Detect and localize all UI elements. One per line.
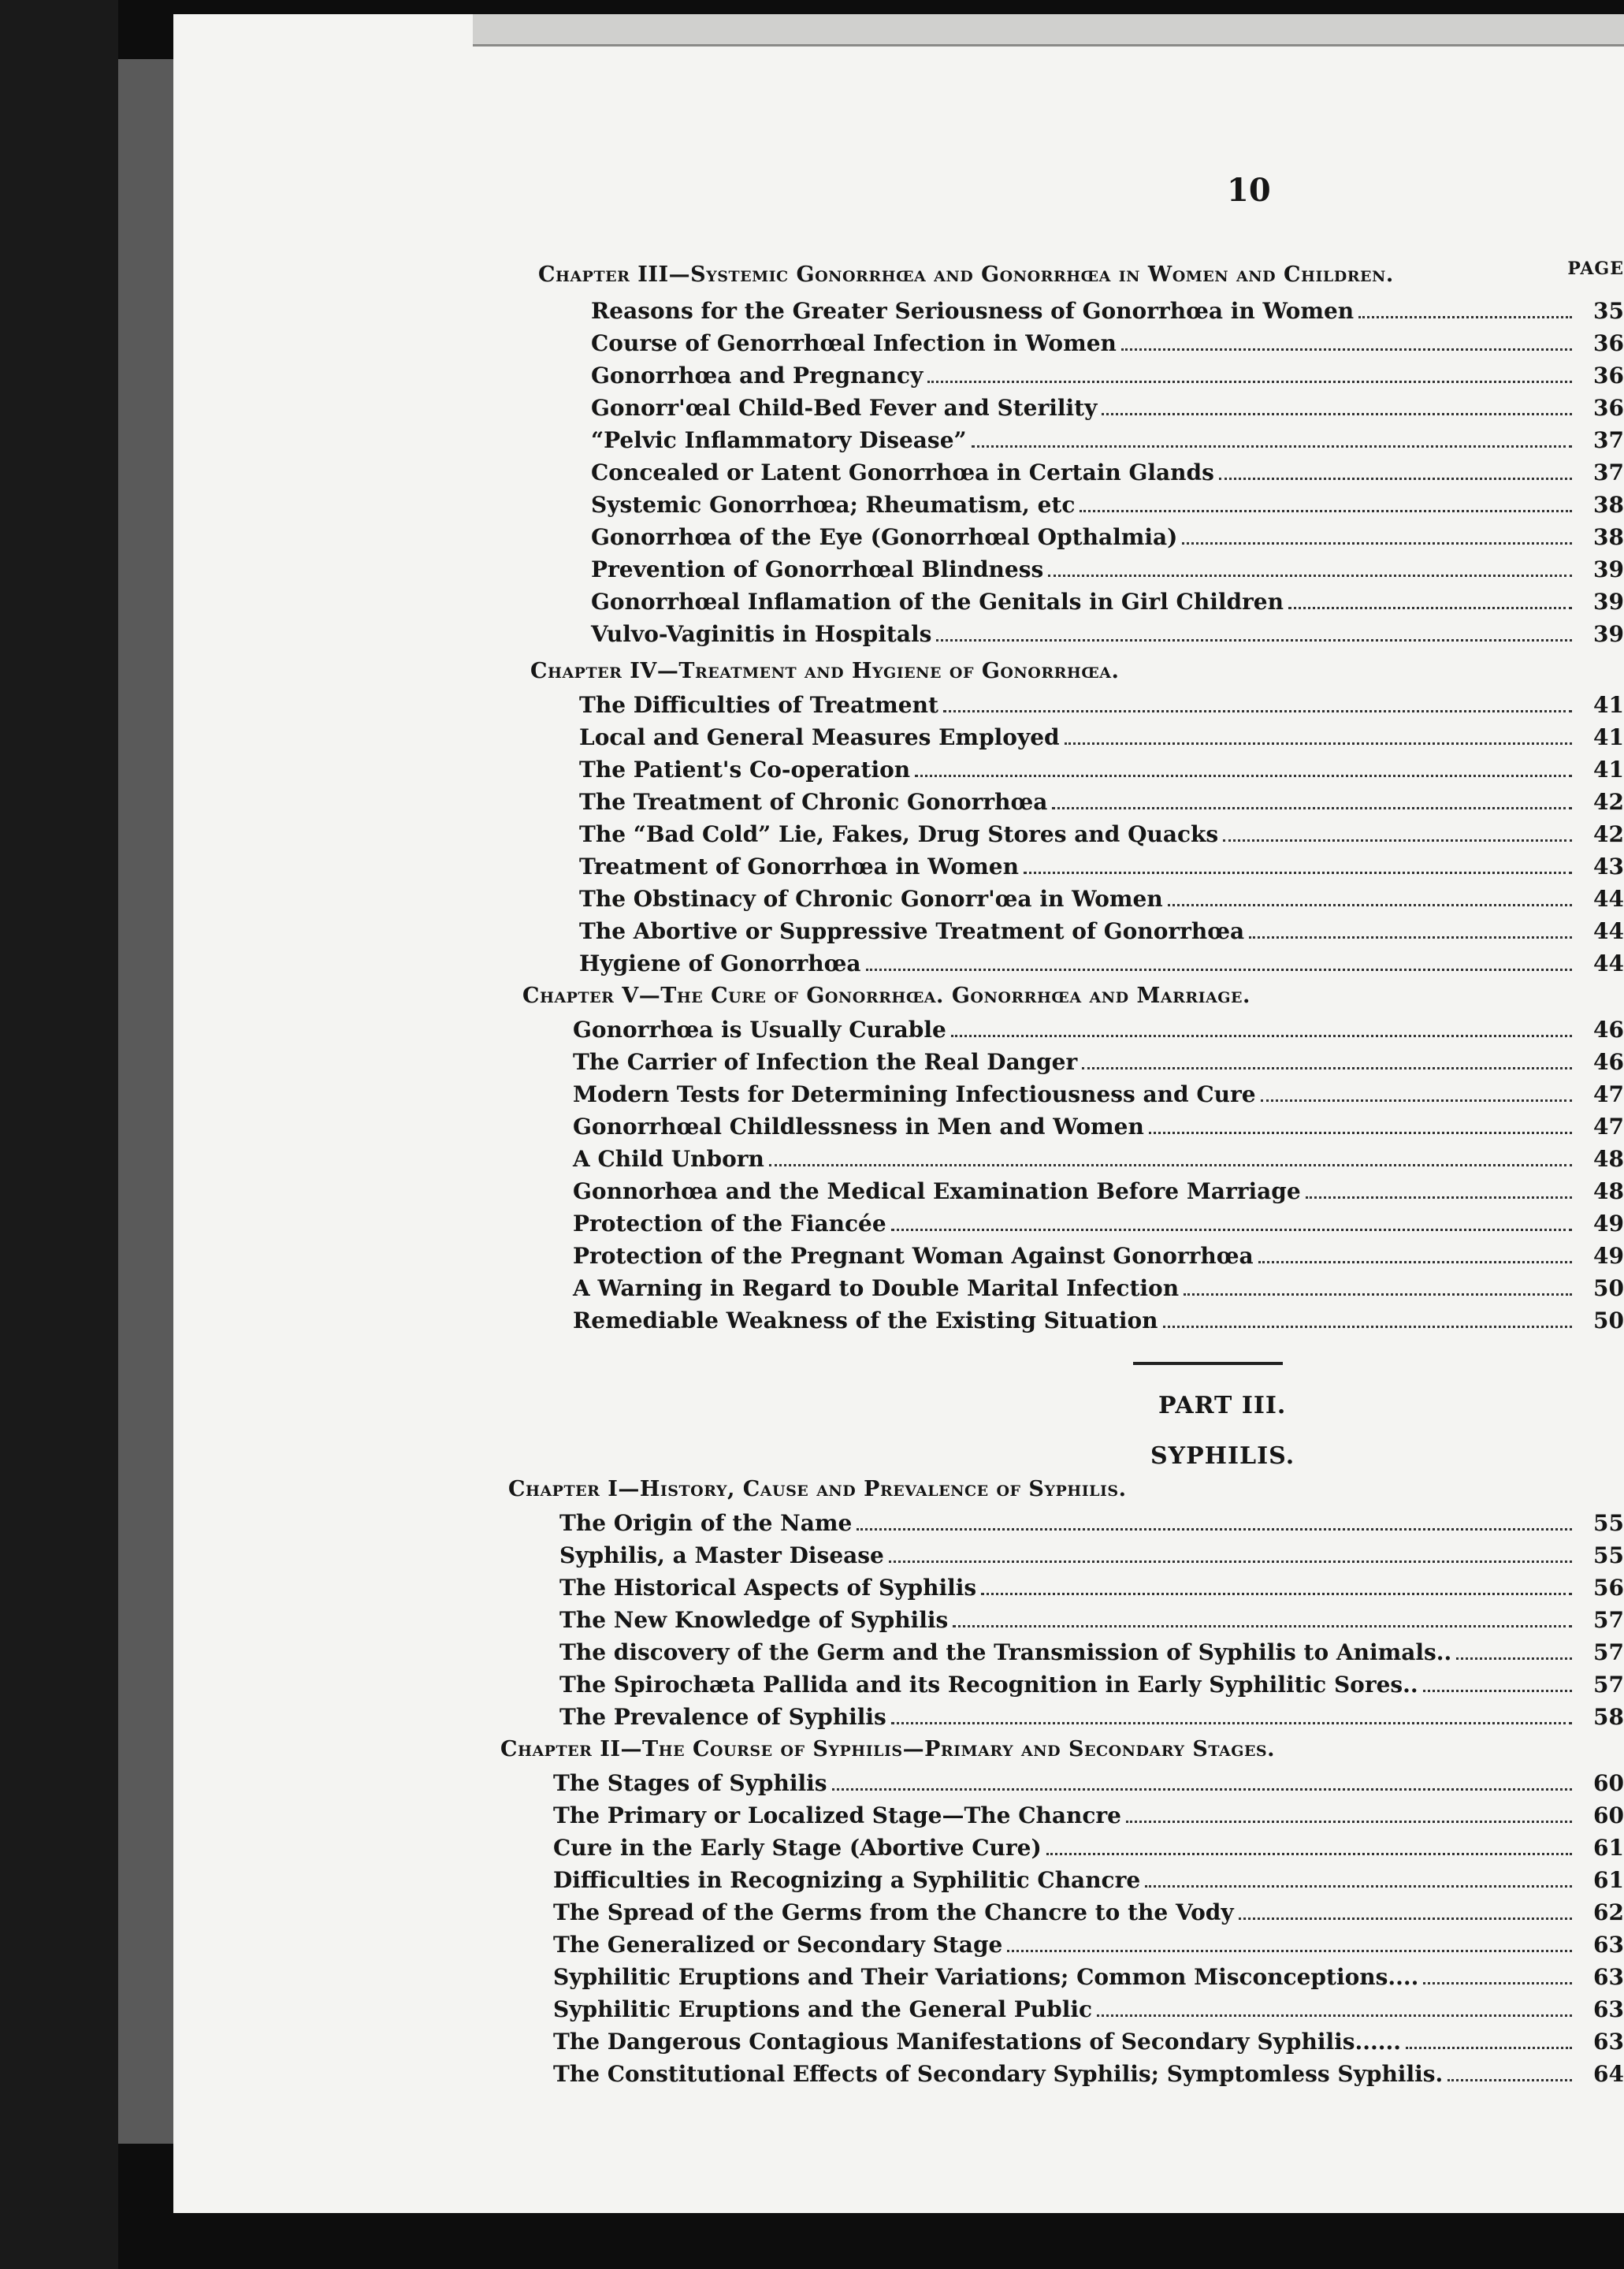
- toc-entry: The New Knowledge of Syphilis 57: [559, 1607, 1624, 1633]
- toc-entry: Syphilis, a Master Disease 55: [559, 1542, 1624, 1568]
- toc-entry: The Patient's Co-operation 41: [579, 757, 1624, 783]
- toc-entry: Concealed or Latent Gonorrhœa in Certain Glands 37: [591, 459, 1624, 485]
- page-column-label: PAGE: [1567, 259, 1624, 279]
- toc-entry: Modern Tests for Determining Infectiousness and Cure 47: [573, 1081, 1624, 1107]
- toc-entry: Treatment of Gonorrhœa in Women 43: [579, 854, 1624, 880]
- toc-entry: The Prevalence of Syphilis 58: [559, 1704, 1624, 1730]
- section-rule: [1133, 1362, 1283, 1365]
- toc-entry: Difficulties in Recognizing a Syphilitic Chancre 61: [553, 1867, 1624, 1893]
- page-top-edge: [473, 14, 1624, 46]
- part-subheading: SYPHILIS.: [1150, 1442, 1295, 1470]
- toc-entry: Gonorrhœa is Usually Curable 46: [573, 1017, 1624, 1043]
- toc-entry: Protection of the Pregnant Woman Against Gonorrhœa 49: [573, 1243, 1624, 1269]
- toc-entry: The Stages of Syphilis 60: [553, 1770, 1624, 1796]
- toc-entry: The Generalized or Secondary Stage 63: [553, 1932, 1624, 1958]
- toc-entry: Gonorrhœa of the Eye (Gonorrhœal Opthalmia) 38: [591, 524, 1624, 550]
- toc-entry: The Constitutional Effects of Secondary Syphilis; Symptomless Syphilis. 64: [553, 2061, 1624, 2087]
- toc-entry: Hygiene of Gonorrhœa 44: [579, 950, 1624, 976]
- toc-entry: The Spirochæta Pallida and its Recognition in Early Syphilitic Sores.. 57: [559, 1672, 1624, 1698]
- chapter-heading: Chapter II—The Course of Syphilis—Primary and Secondary Stages.: [500, 1737, 1276, 1761]
- toc-entry: The Abortive or Suppressive Treatment of Gonorrhœa 44: [579, 918, 1624, 944]
- toc-entry: Course of Genorrhœal Infection in Women 36: [591, 330, 1624, 356]
- toc-entry: A Warning in Regard to Double Marital Infection 50: [573, 1275, 1624, 1301]
- toc-entry: A Child Unborn 48: [573, 1146, 1624, 1172]
- part-heading: PART III.: [1158, 1392, 1287, 1419]
- toc-entry: “Pelvic Inflammatory Disease” 37: [591, 427, 1624, 453]
- toc-entry: Gonorrhœa and Pregnancy 36: [591, 363, 1624, 389]
- toc-entry: The Obstinacy of Chronic Gonorr'œa in Women 44: [579, 886, 1624, 912]
- toc-entry: Remediable Weakness of the Existing Situation 50: [573, 1307, 1624, 1334]
- toc-entry: Gonorr'œal Child-Bed Fever and Sterility 36: [591, 395, 1624, 421]
- toc-entry: Local and General Measures Employed 41: [579, 724, 1624, 750]
- toc-entry: Cure in the Early Stage (Abortive Cure) 61: [553, 1835, 1624, 1861]
- toc-entry: Gonorrhœal Inflamation of the Genitals in Girl Children 39: [591, 589, 1624, 615]
- toc-entry: The Treatment of Chronic Gonorrhœa 42: [579, 789, 1624, 815]
- toc-entry: Syphilitic Eruptions and Their Variations; Common Misconceptions.... 63: [553, 1964, 1624, 1990]
- toc-entry: The Primary or Localized Stage—The Chancre 60: [553, 1802, 1624, 1828]
- chapter-heading: Chapter III—Systemic Gonorrhœa and Gonorrhœa in Women and Children.: [538, 262, 1394, 287]
- toc-entry: The Origin of the Name 55: [559, 1510, 1624, 1536]
- toc-entry: Systemic Gonorrhœa; Rheumatism, etc 38: [591, 492, 1624, 518]
- chapter-heading: Chapter V—The Cure of Gonorrhœa. Gonorrhœa and Marriage.: [522, 984, 1251, 1008]
- toc-entry: Protection of the Fiancée 49: [573, 1211, 1624, 1237]
- toc-entry: Gonnorhœa and the Medical Examination Before Marriage 48: [573, 1178, 1624, 1204]
- toc-entry: Syphilitic Eruptions and the General Public 63: [553, 1996, 1624, 2022]
- toc-entry: Gonorrhœal Childlessness in Men and Women 47: [573, 1114, 1624, 1140]
- toc-entry: The discovery of the Germ and the Transmission of Syphilis to Animals.. 57: [559, 1639, 1624, 1665]
- toc-entry: The “Bad Cold” Lie, Fakes, Drug Stores and Quacks 42: [579, 821, 1624, 847]
- toc-entry: The Carrier of Infection the Real Danger 46: [573, 1049, 1624, 1075]
- toc-entry: Vulvo-Vaginitis in Hospitals 39: [591, 621, 1624, 647]
- page-number: 10: [1227, 172, 1271, 209]
- toc-entry: The Difficulties of Treatment 41: [579, 692, 1624, 718]
- book-page: [173, 14, 1624, 2213]
- chapter-heading: Chapter I—History, Cause and Prevalence of Syphilis.: [508, 1477, 1127, 1501]
- scan-border: [0, 0, 118, 2269]
- toc-entry: The Historical Aspects of Syphilis 56: [559, 1575, 1624, 1601]
- toc-entry: The Spread of the Germs from the Chancre to the Vody 62: [553, 1899, 1624, 1925]
- toc-entry: Reasons for the Greater Seriousness of Gonorrhœa in Women 35: [591, 298, 1624, 324]
- chapter-heading: Chapter IV—Treatment and Hygiene of Gonorrhœa.: [530, 659, 1120, 683]
- toc-entry: The Dangerous Contagious Manifestations of Secondary Syphilis...... 63: [553, 2029, 1624, 2055]
- toc-entry: Prevention of Gonorrhœal Blindness 39: [591, 556, 1624, 582]
